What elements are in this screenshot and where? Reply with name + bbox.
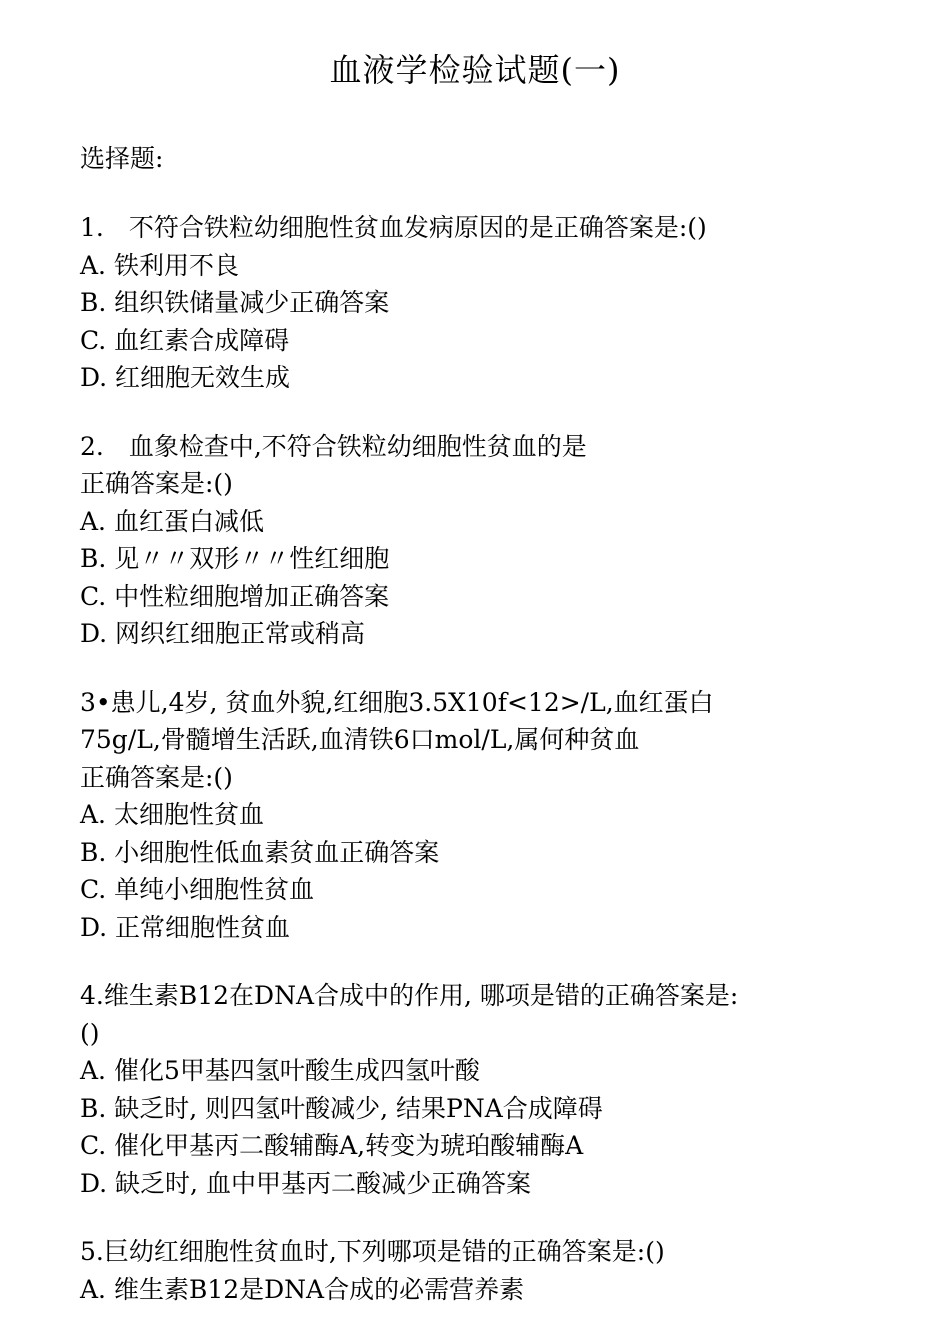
question-2-option-d: D. 网织红细胞正常或稍高 (80, 619, 366, 648)
question-3-option-b: B. 小细胞性低血素贫血正确答案 (80, 837, 440, 867)
question-4-option-c: C. 催化甲基丙二酸辅酶A,转变为琥珀酸辅酶A (80, 1131, 584, 1160)
question-2-option-b: B. 见〃〃双形〃〃性红细胞 (80, 544, 390, 573)
question-3-stem-line: 3•患儿,4岁, 贫血外貌,红细胞3.5X10f<12>/L,血红蛋白 (80, 687, 714, 717)
question-5-option-a: A. 维生素B12是DNA合成的必需营养素 (80, 1274, 525, 1304)
question-5-stem-line: 5.巨幼红细胞性贫血时,下列哪项是错的正确答案是:() (80, 1237, 665, 1266)
question-4-stem-line: () (80, 1018, 100, 1048)
question-3-stem-line: 正确答案是:() (80, 762, 233, 792)
question-2 (80, 428, 870, 653)
question-3-option-d: D. 正常细胞性贫血 (80, 912, 291, 942)
section-label: 选择题: (80, 144, 164, 173)
question-3-option-c: C. 单纯小细胞性贫血 (80, 875, 315, 904)
document-title: 血液学检验试题(一) (329, 51, 621, 89)
question-5 (80, 1233, 870, 1308)
question-4-option-b: B. 缺乏时, 则四氢叶酸减少, 结果PNA合成障碍 (80, 1093, 603, 1123)
question-1-option-b: B. 组织铁储量减少正确答案 (80, 288, 390, 317)
question-4 (80, 977, 870, 1202)
question-2-option-c: C. 中性粒细胞增加正确答案 (80, 581, 390, 611)
question-1-option-a: A. 铁利用不良 (80, 250, 239, 280)
question-1-option-d: D. 红细胞无效生成 (80, 363, 291, 392)
question-2-stem-line: 2. 血象检查中,不符合铁粒幼细胞性贫血的是 (80, 431, 587, 461)
question-2-option-a: A. 血红蛋白减低 (80, 506, 264, 536)
question-4-stem-line: 4.维生素B12在DNA合成中的作用, 哪项是错的正确答案是: (80, 981, 739, 1010)
question-4-option-d: D. 缺乏时, 血中甲基丙二酸减少正确答案 (80, 1168, 531, 1198)
question-1-stem-line: 1. 不符合铁粒幼细胞性贫血发病原因的是正确答案是:() (80, 213, 707, 242)
question-list (80, 140, 870, 1339)
question-2-stem-line: 正确答案是:() (80, 469, 233, 498)
question-3-stem-line: 75g/L,骨髓增生活跃,血清铁6口mol/L,属何种贫血 (80, 725, 640, 754)
question-3 (80, 684, 870, 947)
question-4-option-a: A. 催化5甲基四氢叶酸生成四氢叶酸 (80, 1056, 480, 1085)
question-3-option-a: A. 太细胞性贫血 (80, 800, 264, 829)
question-1-option-c: C. 血红素合成障碍 (80, 325, 290, 355)
question-1 (80, 209, 870, 397)
